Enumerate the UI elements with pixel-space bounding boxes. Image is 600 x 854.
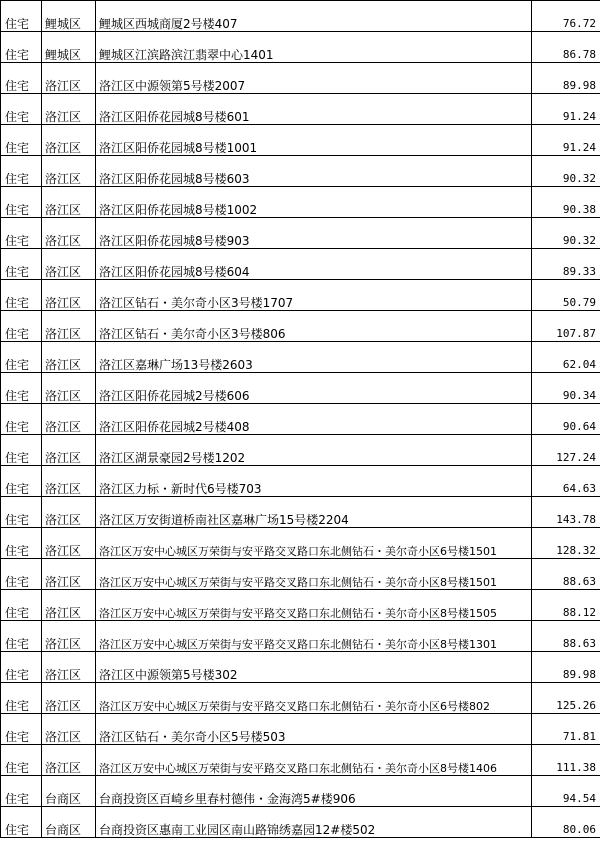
cell-area: 89.98 (532, 652, 600, 683)
table-row (1, 125, 600, 156)
cell-address: 鲤城区西城商厦2号楼407 (96, 1, 532, 32)
table-row (1, 187, 600, 218)
cell-area: 88.12 (532, 590, 600, 621)
table-row (1, 497, 600, 528)
cell-property-type: 住宅 (1, 435, 42, 466)
cell-property-type: 住宅 (1, 280, 42, 311)
cell-area: 143.78 (532, 497, 600, 528)
cell-address: 洛江区阳侨花园城8号楼1002 (96, 187, 532, 218)
cell-address: 洛江区钻石・美尔奇小区3号楼806 (96, 311, 532, 342)
cell-area: 94.54 (532, 776, 600, 807)
cell-area: 91.24 (532, 125, 600, 156)
cell-district: 鲤城区 (42, 1, 96, 32)
cell-property-type: 住宅 (1, 776, 42, 807)
table-row (1, 156, 600, 187)
cell-area: 111.38 (532, 745, 600, 776)
cell-district: 洛江区 (42, 156, 96, 187)
table-row (1, 311, 600, 342)
cell-property-type: 住宅 (1, 156, 42, 187)
table-row (1, 63, 600, 94)
cell-district: 洛江区 (42, 187, 96, 218)
cell-area: 91.24 (532, 94, 600, 125)
cell-property-type: 住宅 (1, 342, 42, 373)
cell-property-type: 住宅 (1, 94, 42, 125)
cell-property-type: 住宅 (1, 807, 42, 838)
cell-district: 洛江区 (42, 342, 96, 373)
table-row (1, 652, 600, 683)
cell-address: 洛江区中源领第5号楼2007 (96, 63, 532, 94)
cell-district: 洛江区 (42, 280, 96, 311)
cell-district: 洛江区 (42, 714, 96, 745)
cell-address: 洛江区万安中心城区万荣街与安平路交叉路口东北侧钻石・美尔奇小区8号楼1505 (96, 590, 532, 621)
cell-area: 90.64 (532, 404, 600, 435)
cell-district: 洛江区 (42, 559, 96, 590)
cell-area: 89.33 (532, 249, 600, 280)
table-row (1, 249, 600, 280)
table-row (1, 435, 600, 466)
cell-address: 洛江区阳侨花园城8号楼903 (96, 218, 532, 249)
cell-property-type: 住宅 (1, 373, 42, 404)
cell-area: 128.32 (532, 528, 600, 559)
cell-address: 洛江区湖景豪园2号楼1202 (96, 435, 532, 466)
cell-property-type: 住宅 (1, 559, 42, 590)
cell-district: 洛江区 (42, 373, 96, 404)
table-row (1, 218, 600, 249)
cell-district: 洛江区 (42, 249, 96, 280)
cell-address: 台商投资区惠南工业园区南山路锦绣嘉园12#楼502 (96, 807, 532, 838)
cell-district: 洛江区 (42, 94, 96, 125)
cell-area: 125.26 (532, 683, 600, 714)
cell-address: 洛江区力标・新时代6号楼703 (96, 466, 532, 497)
cell-address: 洛江区中源领第5号楼302 (96, 652, 532, 683)
cell-property-type: 住宅 (1, 590, 42, 621)
cell-address: 洛江区钻石・美尔奇小区3号楼1707 (96, 280, 532, 311)
cell-district: 台商区 (42, 776, 96, 807)
table-row (1, 1, 600, 32)
table-row (1, 94, 600, 125)
cell-address: 台商投资区百崎乡里春村德伟・金海湾5#楼906 (96, 776, 532, 807)
cell-area: 64.63 (532, 466, 600, 497)
cell-area: 89.98 (532, 63, 600, 94)
cell-address: 洛江区阳侨花园城2号楼408 (96, 404, 532, 435)
cell-district: 洛江区 (42, 218, 96, 249)
cell-area: 88.63 (532, 621, 600, 652)
cell-address: 洛江区阳侨花园城2号楼606 (96, 373, 532, 404)
cell-area: 90.38 (532, 187, 600, 218)
cell-address: 洛江区万安中心城区万荣街与安平路交叉路口东北侧钻石・美尔奇小区8号楼1501 (96, 559, 532, 590)
cell-district: 洛江区 (42, 528, 96, 559)
cell-district: 洛江区 (42, 621, 96, 652)
cell-district: 洛江区 (42, 745, 96, 776)
table-row (1, 466, 600, 497)
page-bottom-edge (0, 843, 600, 854)
cell-address: 洛江区万安中心城区万荣街与安平路交叉路口东北侧钻石・美尔奇小区6号楼802 (96, 683, 532, 714)
cell-area: 62.04 (532, 342, 600, 373)
cell-district: 洛江区 (42, 590, 96, 621)
table-row (1, 404, 600, 435)
cell-area: 80.06 (532, 807, 600, 838)
table-row (1, 776, 600, 807)
cell-address: 洛江区阳侨花园城8号楼1001 (96, 125, 532, 156)
table-row (1, 745, 600, 776)
cell-property-type: 住宅 (1, 1, 42, 32)
cell-address: 洛江区钻石・美尔奇小区5号楼503 (96, 714, 532, 745)
cell-property-type: 住宅 (1, 497, 42, 528)
table-row (1, 683, 600, 714)
cell-district: 洛江区 (42, 404, 96, 435)
table-row (1, 714, 600, 745)
cell-property-type: 住宅 (1, 652, 42, 683)
cell-area: 76.72 (532, 1, 600, 32)
cell-area: 90.32 (532, 218, 600, 249)
cell-district: 洛江区 (42, 435, 96, 466)
cell-area: 107.87 (532, 311, 600, 342)
cell-district: 洛江区 (42, 125, 96, 156)
table-row (1, 528, 600, 559)
cell-area: 71.81 (532, 714, 600, 745)
cell-address: 洛江区阳侨花园城8号楼601 (96, 94, 532, 125)
cell-district: 洛江区 (42, 311, 96, 342)
cell-area: 90.34 (532, 373, 600, 404)
cell-property-type: 住宅 (1, 714, 42, 745)
table-row (1, 590, 600, 621)
table-row (1, 559, 600, 590)
table-row (1, 373, 600, 404)
table-row (1, 280, 600, 311)
cell-address: 洛江区嘉琳广场13号楼2603 (96, 342, 532, 373)
cell-property-type: 住宅 (1, 125, 42, 156)
cell-property-type: 住宅 (1, 621, 42, 652)
cell-district: 洛江区 (42, 652, 96, 683)
cell-property-type: 住宅 (1, 218, 42, 249)
cell-property-type: 住宅 (1, 745, 42, 776)
cell-property-type: 住宅 (1, 466, 42, 497)
cell-address: 洛江区万安街道桥南社区嘉琳广场15号楼2204 (96, 497, 532, 528)
cell-area: 127.24 (532, 435, 600, 466)
cell-area: 88.63 (532, 559, 600, 590)
property-table-body (1, 1, 600, 838)
cell-property-type: 住宅 (1, 683, 42, 714)
cell-district: 洛江区 (42, 683, 96, 714)
cell-area: 50.79 (532, 280, 600, 311)
cell-address: 洛江区万安中心城区万荣街与安平路交叉路口东北侧钻石・美尔奇小区8号楼1301 (96, 621, 532, 652)
cell-address: 洛江区阳侨花园城8号楼603 (96, 156, 532, 187)
cell-district: 洛江区 (42, 63, 96, 94)
table-row (1, 32, 600, 63)
table-row (1, 807, 600, 838)
cell-address: 洛江区阳侨花园城8号楼604 (96, 249, 532, 280)
cell-address: 洛江区万安中心城区万荣街与安平路交叉路口东北侧钻石・美尔奇小区8号楼1406 (96, 745, 532, 776)
table-row (1, 342, 600, 373)
cell-address: 洛江区万安中心城区万荣街与安平路交叉路口东北侧钻石・美尔奇小区6号楼1501 (96, 528, 532, 559)
cell-area: 86.78 (532, 32, 600, 63)
cell-address: 鲤城区江滨路滨江翡翠中心1401 (96, 32, 532, 63)
cell-property-type: 住宅 (1, 311, 42, 342)
table-row (1, 621, 600, 652)
cell-property-type: 住宅 (1, 187, 42, 218)
cell-area: 90.32 (532, 156, 600, 187)
cell-property-type: 住宅 (1, 32, 42, 63)
cell-property-type: 住宅 (1, 528, 42, 559)
cell-property-type: 住宅 (1, 63, 42, 94)
cell-property-type: 住宅 (1, 249, 42, 280)
cell-district: 洛江区 (42, 497, 96, 528)
cell-district: 台商区 (42, 807, 96, 838)
cell-district: 洛江区 (42, 466, 96, 497)
cell-district: 鲤城区 (42, 32, 96, 63)
cell-property-type: 住宅 (1, 404, 42, 435)
